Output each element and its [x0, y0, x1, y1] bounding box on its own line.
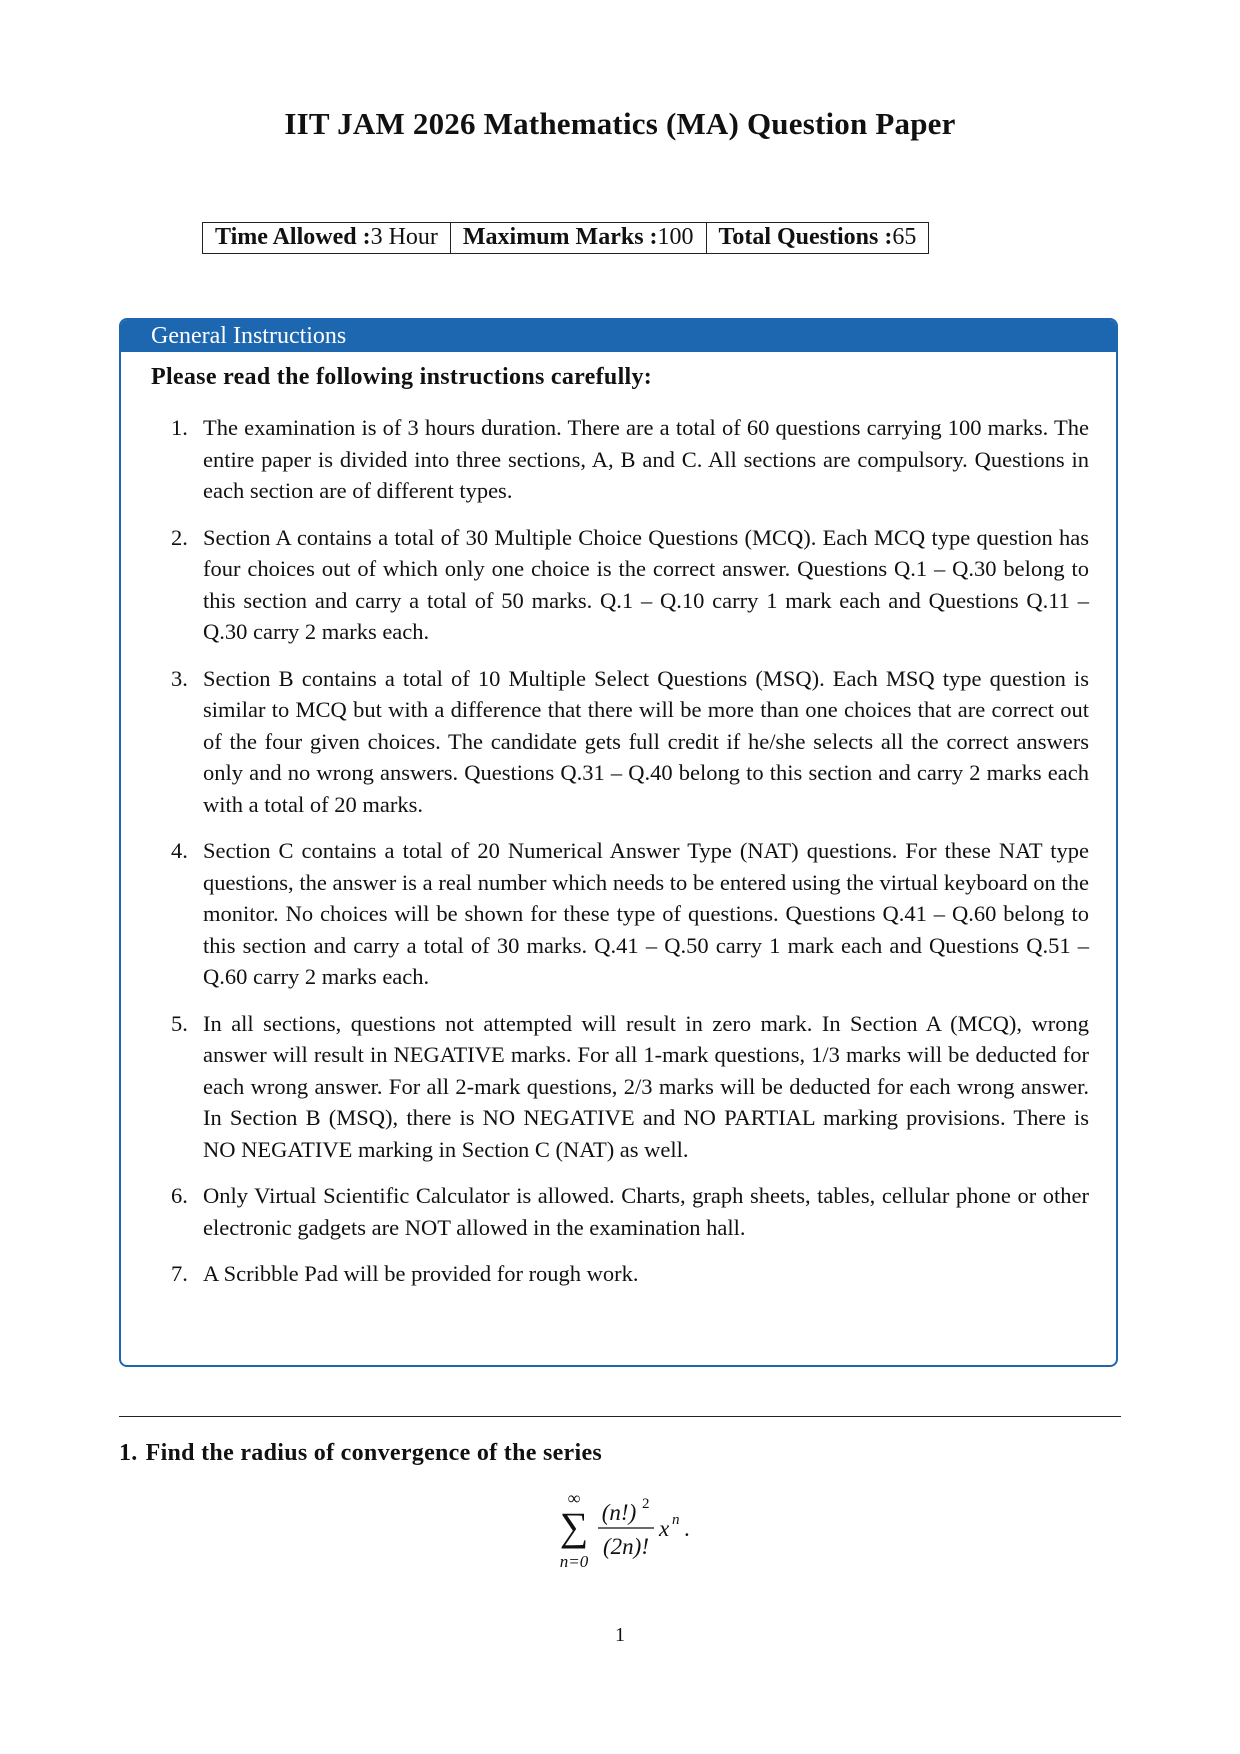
- max-marks-value: 100: [657, 224, 694, 250]
- instruction-number: 5.: [171, 1010, 188, 1036]
- section-divider: [119, 1416, 1121, 1417]
- instruction-text: Only Virtual Scientific Calculator is allowed. Charts, graph sheets, tables, cellular phone or other electronic gadgets are NOT allowed in the examination hall.: [203, 1183, 1089, 1240]
- general-instructions-box: [119, 318, 1118, 1367]
- instruction-text: In all sections, questions not attempted will result in zero mark. In Section A (MCQ), wrong answer will result in NEGATIVE marks. For all 1-mark questions, 1/3 marks will be deducted for each wrong answer. For all 2-mark questions, 2/3 marks will be deducted for each wrong answer. In Section B (MSQ), there is NO NEGATIVE and NO PARTIAL marking provisions. There is NO NEGATIVE marking in Section C (NAT) as well.: [203, 1010, 1089, 1162]
- total-questions-value: 65: [892, 224, 917, 250]
- time-allowed-label: Time Allowed :: [215, 224, 371, 250]
- formula-base: x: [659, 1516, 670, 1541]
- instruction-item: [151, 663, 1089, 821]
- instruction-text: Section A contains a total of 30 Multiple Choice Questions (MCQ). Each MCQ type question has four choices out of which only one choice is the correct answer. Questions Q.1 – Q.30 belong to this section and carry a total of 50 marks. Q.1 – Q.10 carry 1 mark each and Questions Q.11 – Q.30 carry 2 marks each.: [203, 524, 1089, 644]
- instruction-number: 2.: [171, 524, 188, 550]
- instruction-text: A Scribble Pad will be provided for rough work.: [203, 1261, 639, 1286]
- instruction-item: [151, 1008, 1089, 1166]
- formula-lower-limit: n=0: [559, 1552, 589, 1570]
- instruction-number: 6.: [171, 1183, 188, 1208]
- page-number: 1: [615, 1624, 625, 1646]
- total-questions-label: Total Questions :: [718, 224, 893, 250]
- formula-sum-symbol: ∑: [559, 1504, 589, 1549]
- instruction-number: 3.: [171, 665, 188, 691]
- instruction-number: 7.: [171, 1261, 188, 1286]
- formula-numerator: (n!): [601, 1500, 637, 1525]
- instruction-item: [151, 835, 1089, 993]
- question-number: 1.: [119, 1440, 138, 1466]
- instructions-header: General Instructions: [121, 320, 1116, 352]
- instruction-item: [151, 412, 1089, 507]
- question-1: [119, 1440, 602, 1467]
- instruction-item: [151, 522, 1089, 648]
- max-marks-label: Maximum Marks :: [462, 224, 658, 250]
- instruction-item: [151, 1180, 1089, 1243]
- time-allowed-value: 3 Hour: [370, 224, 438, 250]
- exam-meta-table: [202, 222, 929, 254]
- instructions-list: [151, 412, 1089, 1305]
- formula-denominator: (2n)!: [603, 1534, 649, 1559]
- instruction-text: Section B contains a total of 10 Multiple Select Questions (MSQ). Each MSQ type question is similar to MCQ but with a difference that there will be more than one choices that are correct out of the four given choices. The candidate gets full credit if he/she selects all the correct answers only and no wrong answers. Questions Q.31 – Q.40 belong to this section and carry 2 marks each with a total of 20 marks.: [203, 665, 1089, 817]
- instruction-text: The examination is of 3 hours duration. There are a total of 60 questions carrying 100 marks. The entire paper is divided into three sections, A, B and C. All sections are compulsory. Questions in each section are of different types.: [203, 415, 1089, 503]
- total-questions-cell: [706, 223, 929, 254]
- instructions-lead: Please read the following instructions carefully:: [151, 364, 653, 390]
- series-formula: [0, 1490, 1240, 1570]
- max-marks-cell: [450, 223, 706, 254]
- formula-numerator-power: 2: [642, 1496, 650, 1512]
- instruction-number: 1.: [171, 415, 188, 440]
- instruction-number: 4.: [171, 838, 188, 863]
- paper-title: IIT JAM 2026 Mathematics (MA) Question Paper: [284, 106, 956, 141]
- formula-power: n: [672, 1512, 680, 1528]
- formula-trailing: .: [684, 1516, 690, 1541]
- instruction-item: [151, 1258, 1089, 1290]
- instruction-text: Section C contains a total of 20 Numerical Answer Type (NAT) questions. For these NAT type questions, the answer is a real number which needs to be entered using the virtual keyboard on the monitor. No choices will be shown for these type of questions. Questions Q.41 – Q.60 belong to this section and carry a total of 30 marks. Q.41 – Q.50 carry 1 mark each and Questions Q.51 – Q.60 carry 2 marks each.: [203, 838, 1089, 989]
- question-text: Find the radius of convergence of the series: [145, 1440, 603, 1466]
- formula-upper-limit: ∞: [567, 1490, 581, 1508]
- time-allowed-cell: [203, 223, 451, 254]
